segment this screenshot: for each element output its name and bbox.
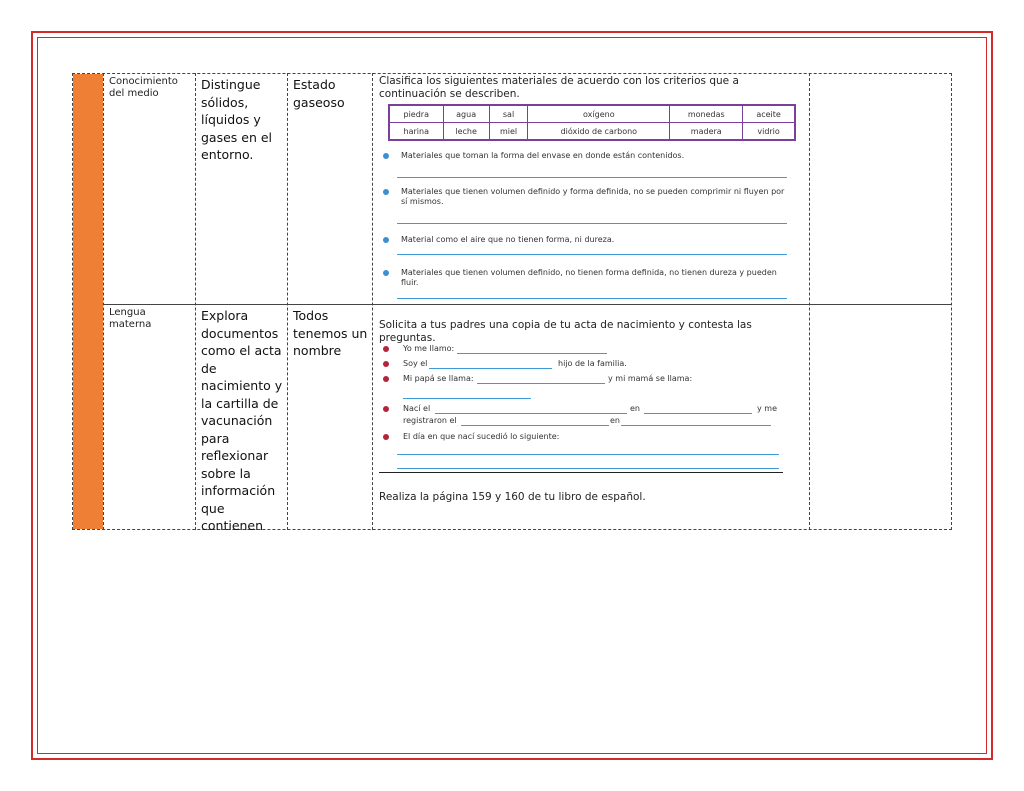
column-divider [287, 73, 288, 530]
activity-instruction: Clasifica los siguientes materiales de acuerdo con los criterios que a continuación se describen. [379, 75, 739, 100]
bullet-icon [383, 376, 389, 382]
material-cell: harina [389, 123, 443, 141]
bullet-icon [383, 434, 389, 440]
answer-line[interactable] [397, 177, 787, 178]
form-label: Nací el [403, 404, 431, 413]
fill-in-line[interactable] [457, 353, 607, 354]
bullet-icon [383, 237, 389, 243]
answer-line[interactable] [397, 298, 787, 299]
topic-cell: Todos tenemos un nombre [293, 308, 368, 358]
form-label: en [610, 416, 620, 425]
bullet-icon [383, 361, 389, 367]
material-cell: miel [489, 123, 528, 141]
separator-line [379, 472, 783, 473]
bullet-icon [383, 346, 389, 352]
answer-line[interactable] [397, 254, 787, 255]
lesson-table [72, 73, 952, 533]
fill-in-line[interactable] [435, 413, 627, 414]
column-divider [809, 73, 810, 530]
form-label: y mi mamá se llama: [608, 374, 693, 383]
answer-line[interactable] [397, 223, 787, 224]
form-label: en [630, 404, 640, 413]
fill-in-line[interactable] [403, 398, 531, 399]
material-cell: leche [443, 123, 489, 141]
material-cell: agua [443, 105, 489, 123]
criterion-text: Materiales que tienen volumen definido y forma definida, no se pueden comprimir ni fluyen por sí mismos. [401, 187, 785, 206]
bullet-icon [383, 153, 389, 159]
material-cell: vidrio [743, 123, 795, 141]
form-label: registraron el [403, 416, 457, 425]
material-cell: madera [670, 123, 743, 141]
material-cell: monedas [670, 105, 743, 123]
row-divider [103, 304, 952, 305]
materials-row [389, 123, 795, 141]
form-label: hijo de la familia. [558, 359, 627, 368]
table-border-top [72, 73, 952, 74]
fill-in-line[interactable] [397, 468, 779, 469]
activity-instruction: Solicita a tus padres una copia de tu acta de nacimiento y contesta las preguntas. [379, 319, 752, 344]
form-label: Yo me llamo: [403, 344, 455, 353]
subject-cell: Lengua materna [109, 307, 152, 330]
material-cell: oxígeno [528, 105, 670, 123]
learning-cell: Explora documentos como el acta de nacimiento y la cartilla de vacunación para reflexionar sobre la información que contienen [201, 308, 283, 533]
bullet-icon [383, 189, 389, 195]
activity-footer: Realiza la página 159 y 160 de tu libro de español. [379, 491, 646, 503]
materials-table [388, 104, 796, 141]
fill-in-line[interactable] [621, 425, 771, 426]
form-label: El día en que nací sucedió lo siguiente: [403, 432, 560, 441]
fill-in-line[interactable] [477, 383, 605, 384]
form-label: Soy el [403, 359, 428, 368]
material-cell: piedra [389, 105, 443, 123]
fill-in-line[interactable] [461, 425, 609, 426]
material-cell: aceite [743, 105, 795, 123]
subject-cell: Conocimiento del medio [109, 76, 178, 99]
criterion-text: Materiales que toman la forma del envase en donde están contenidos. [401, 151, 685, 160]
material-cell: sal [489, 105, 528, 123]
criterion-text: Material como el aire que no tienen forma, ni dureza. [401, 235, 615, 244]
criterion-text: Materiales que tienen volumen definido, no tienen forma definida, no tienen dureza y pueden fluir. [401, 268, 777, 287]
form-label: y me [757, 404, 777, 413]
bullet-icon [383, 270, 389, 276]
topic-cell: Estado gaseoso [293, 77, 345, 110]
fill-in-line[interactable] [429, 368, 552, 369]
materials-row [389, 105, 795, 123]
column-divider [372, 73, 373, 530]
orange-side-band [73, 74, 103, 529]
table-border-right [951, 73, 952, 530]
fill-in-line[interactable] [644, 413, 752, 414]
form-label: Mi papá se llama: [403, 374, 474, 383]
table-border-left [72, 73, 73, 530]
fill-in-line[interactable] [397, 454, 779, 455]
column-divider [195, 73, 196, 530]
bullet-icon [383, 406, 389, 412]
learning-cell: Distingue sólidos, líquidos y gases en el entorno. [201, 77, 273, 162]
column-divider [103, 73, 104, 530]
material-cell: dióxido de carbono [528, 123, 670, 141]
